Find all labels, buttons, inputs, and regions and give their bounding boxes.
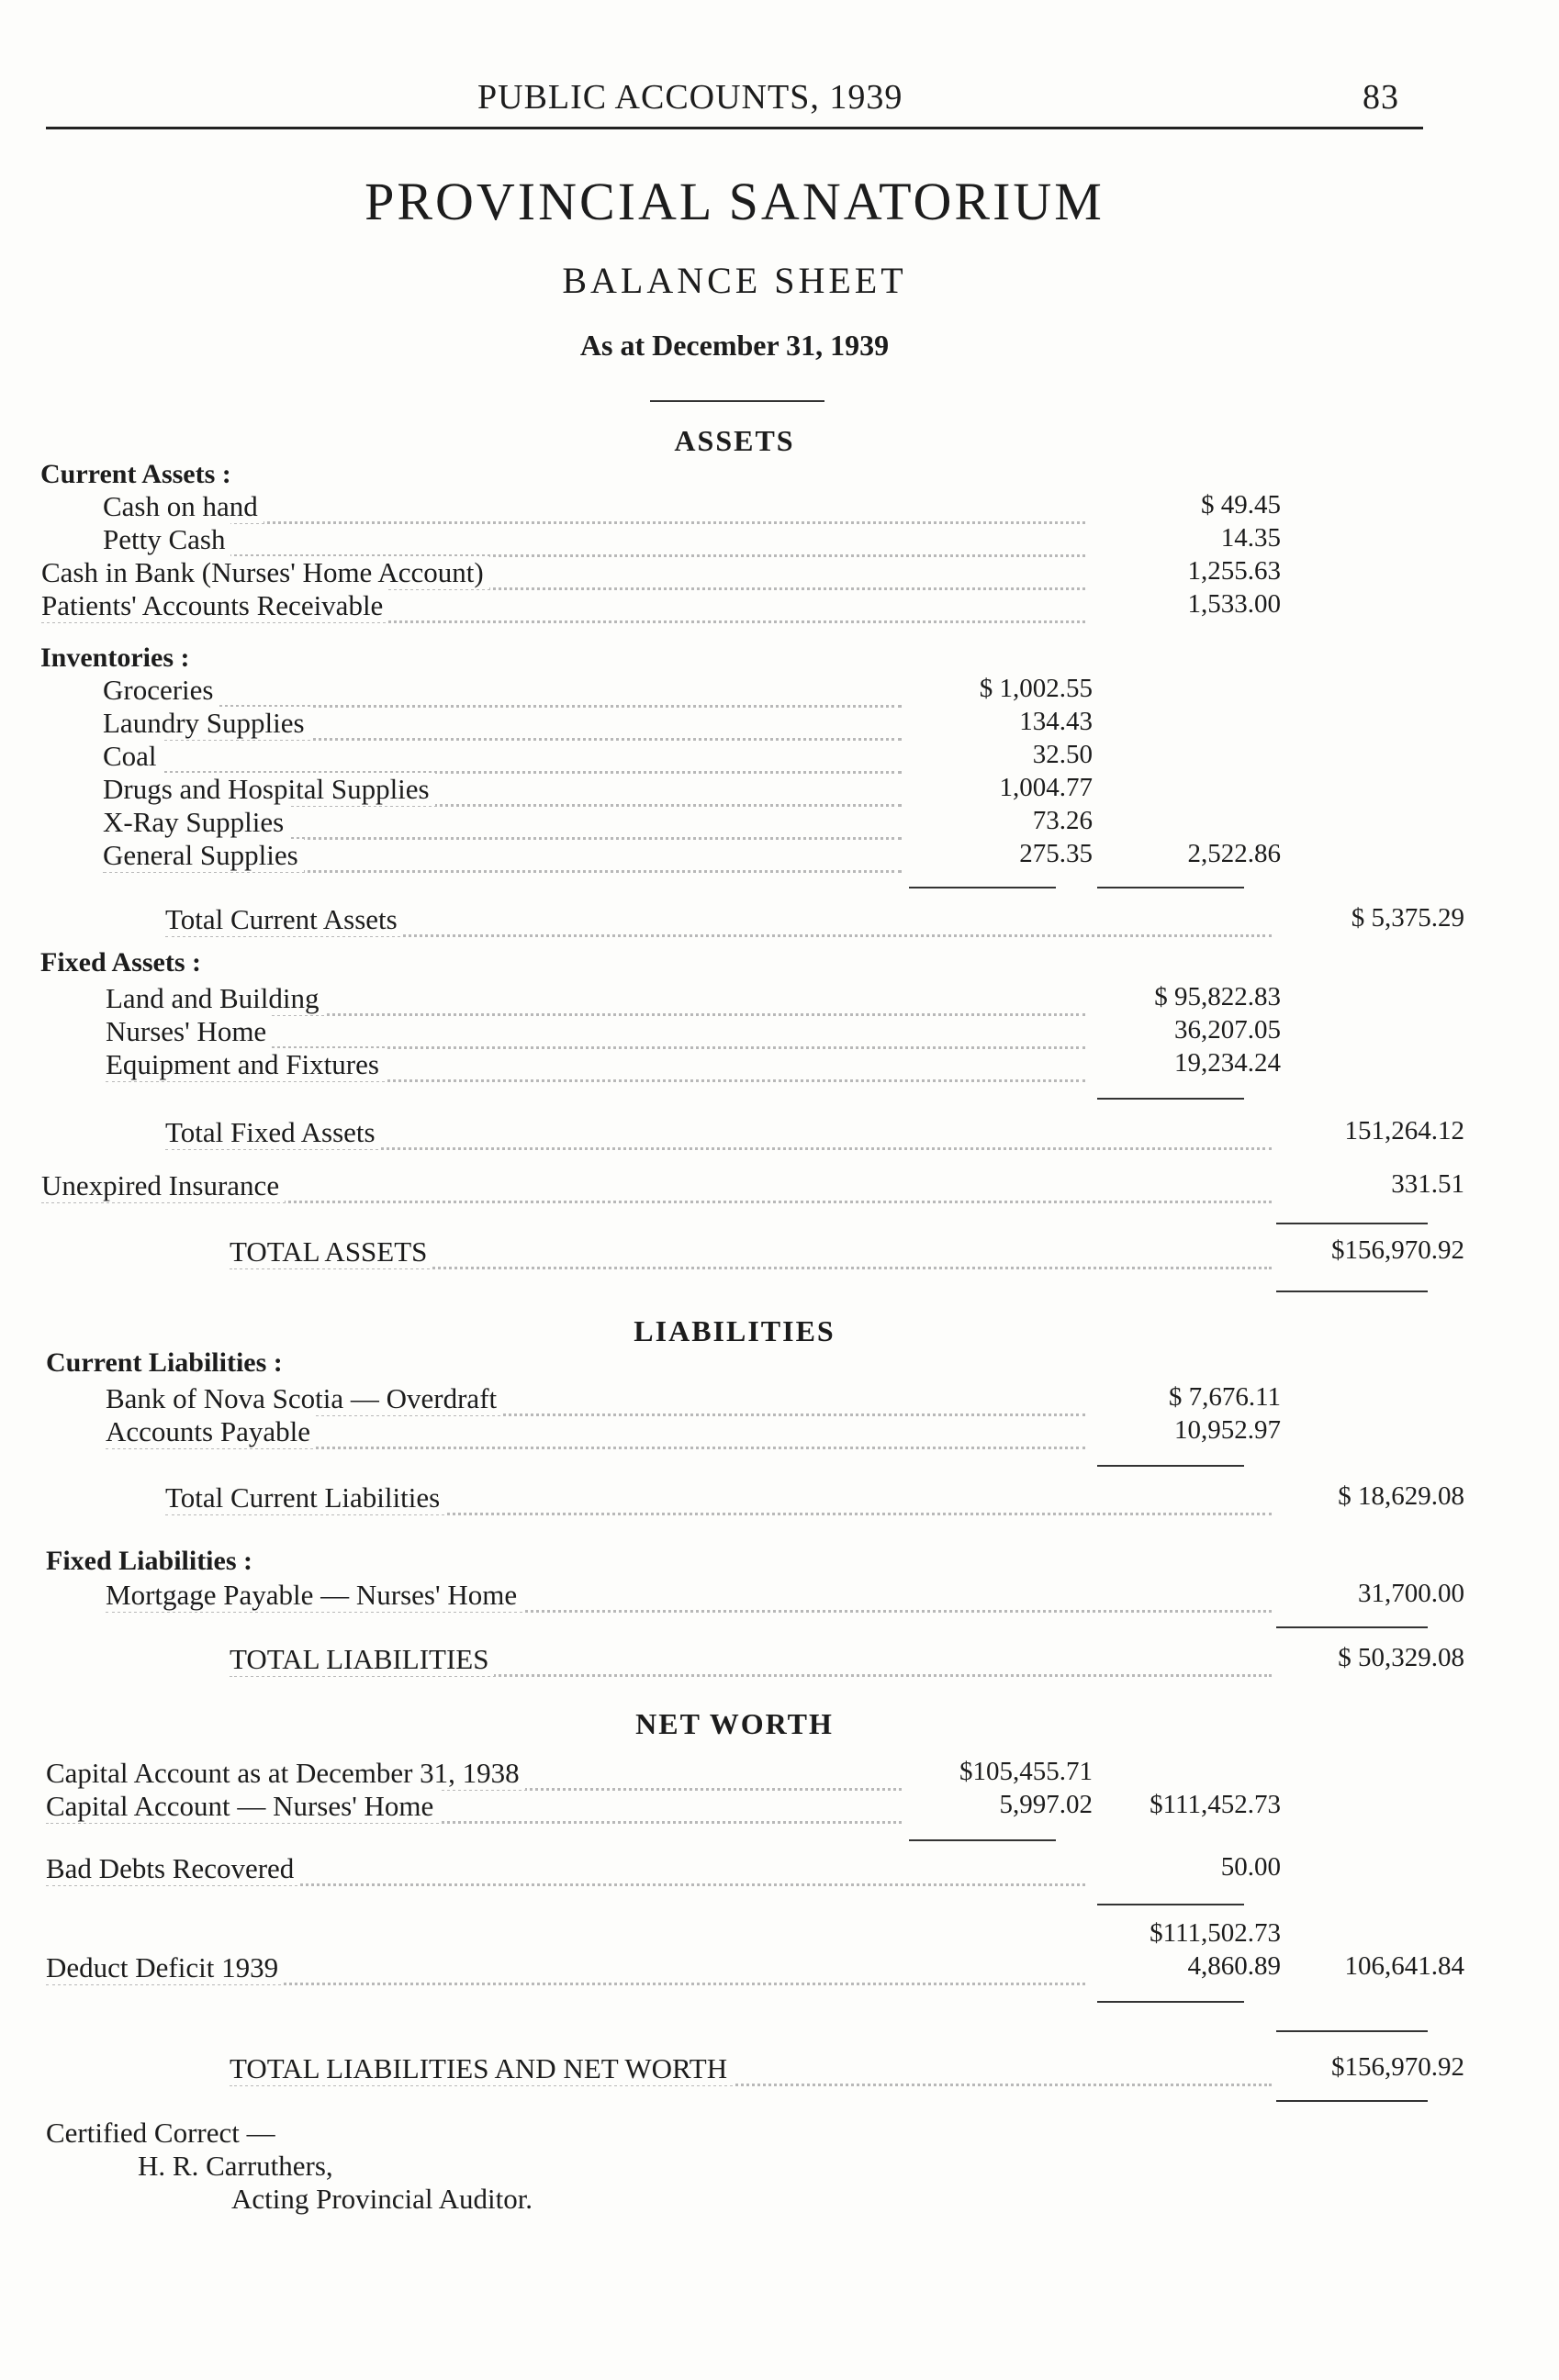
row-label: TOTAL LIABILITIES AND NET WORTH: [230, 2052, 733, 2085]
ledger-row-equipment-fixtures: [37, 1048, 1441, 1081]
row-label: Accounts Payable: [106, 1415, 316, 1448]
row-value: 1,004.77: [999, 773, 1093, 802]
running-title: PUBLIC ACCOUNTS, 1939: [477, 78, 903, 117]
ledger-row-xray-supplies: [37, 806, 1441, 839]
current-liabilities-heading: Current Liabilities :: [46, 1347, 283, 1378]
rule-bad-debts: [1097, 1904, 1244, 1905]
rule-fixed: [1097, 1098, 1244, 1100]
row-value: 151,264.12: [1344, 1116, 1464, 1145]
ledger-row-land-building: [37, 982, 1441, 1015]
ledger-row-nurses-home: [37, 1015, 1441, 1048]
row-value: 275.35: [1019, 839, 1093, 868]
row-label: Land and Building: [106, 982, 324, 1015]
leader-dots: [103, 523, 1085, 557]
ledger-row-total-current-liabilities: [37, 1481, 1464, 1514]
net-worth-heading: NET WORTH: [635, 1707, 834, 1740]
row-label: Bank of Nova Scotia — Overdraft: [106, 1382, 502, 1415]
row-value: $105,455.71: [959, 1757, 1093, 1786]
row-label: Bad Debts Recovered: [46, 1852, 299, 1885]
ledger-row-total-assets: [37, 1235, 1464, 1268]
rule-assets-total: [1276, 1223, 1428, 1224]
current-assets-heading: Current Assets :: [40, 459, 231, 489]
rule-deficit: [1097, 2001, 1244, 2003]
ledger-row-cash-in-bank: [37, 556, 1441, 589]
row-label: Total Current Liabilities: [165, 1481, 445, 1514]
inventories-total: 2,522.86: [1187, 839, 1281, 868]
row-label: Laundry Supplies: [103, 707, 310, 740]
row-value: $156,970.92: [1331, 2052, 1464, 2082]
row-label: Capital Account as at December 31, 1938: [46, 1757, 525, 1790]
row-value: $ 7,676.11: [1168, 1382, 1281, 1412]
rule-capital: [909, 1839, 1056, 1841]
ledger-row-unexpired-insurance: [37, 1169, 1464, 1202]
ledger-row-accounts-receivable: [37, 589, 1441, 622]
row-value: 36,207.05: [1174, 1015, 1281, 1045]
row-value: 5,997.02: [999, 1790, 1093, 1819]
row-value: 19,234.24: [1174, 1048, 1281, 1078]
row-label: Deduct Deficit 1939: [46, 1951, 284, 1984]
row-value: 73.26: [1032, 806, 1093, 835]
row-value: 14.35: [1220, 523, 1281, 553]
row-label: General Supplies: [103, 839, 304, 872]
ledger-row-total-current-assets: [37, 903, 1464, 936]
leader-dots: [103, 740, 902, 774]
header-rule: [46, 127, 1423, 129]
document-date: As at December 31, 1939: [579, 329, 890, 362]
ledger-row-groceries: [37, 674, 1441, 707]
rule-current-liabilities: [1097, 1465, 1244, 1467]
ledger-row-subtotal: [37, 1918, 1441, 1951]
row-label: Equipment and Fixtures: [106, 1048, 385, 1081]
row-label: Unexpired Insurance: [41, 1169, 285, 1202]
row-value: $111,502.73: [1150, 1918, 1281, 1948]
ledger-row-capital-1938: [37, 1757, 1441, 1790]
row-label: Nurses' Home: [106, 1015, 272, 1048]
rule-mortgage: [1276, 1626, 1428, 1628]
row-value: 1,533.00: [1187, 589, 1281, 619]
rule-assets-double: [1276, 1291, 1428, 1292]
rule-net-worth: [1276, 2030, 1428, 2032]
row-value: 32.50: [1032, 740, 1093, 769]
rule-current-col: [1097, 887, 1244, 888]
row-label: Capital Account — Nurses' Home: [46, 1790, 439, 1823]
page-number: 83: [1363, 78, 1399, 117]
row-label: Cash in Bank (Nurses' Home Account): [41, 556, 489, 589]
row-label: X-Ray Supplies: [103, 806, 289, 839]
row-label: Mortgage Payable — Nurses' Home: [106, 1579, 522, 1612]
ledger-row-grand-total: [37, 2052, 1464, 2085]
ledger-row-laundry-supplies: [37, 707, 1441, 740]
row-label: TOTAL LIABILITIES: [230, 1643, 494, 1676]
row-value: $ 49.45: [1201, 490, 1281, 520]
ledger-row-deficit: [37, 1951, 1464, 1984]
row-value: 4,860.89: [1187, 1951, 1281, 1981]
row-label: Coal: [103, 740, 163, 773]
row-value: $ 5,375.29: [1351, 903, 1464, 933]
capital-total: $111,452.73: [1150, 1790, 1281, 1819]
ledger-row-total-fixed-assets: [37, 1116, 1464, 1149]
inventories-heading: Inventories :: [40, 642, 190, 673]
row-value: 31,700.00: [1358, 1579, 1464, 1608]
row-value: 1,255.63: [1187, 556, 1281, 586]
row-value: $ 50,329.08: [1338, 1643, 1464, 1672]
row-label: Total Current Assets: [165, 903, 403, 936]
liabilities-heading: LIABILITIES: [634, 1314, 836, 1347]
row-value: 134.43: [1019, 707, 1093, 736]
ledger-row-bad-debts: [37, 1852, 1441, 1885]
rule-grand-total: [1276, 2100, 1428, 2102]
ledger-row-total-liabilities: [37, 1643, 1464, 1676]
document-subtitle: BALANCE SHEET: [562, 260, 907, 301]
row-label: Groceries: [103, 674, 219, 707]
ledger-row-coal: [37, 740, 1441, 773]
row-label: Patients' Accounts Receivable: [41, 589, 388, 622]
row-value: $156,970.92: [1331, 1235, 1464, 1265]
certification-line-1: Certified Correct —: [46, 2117, 275, 2149]
rule-inventories: [909, 887, 1056, 888]
ledger-row-accounts-payable: [37, 1415, 1441, 1448]
row-label: TOTAL ASSETS: [230, 1235, 432, 1268]
fixed-liabilities-heading: Fixed Liabilities :: [46, 1546, 252, 1576]
row-label: Cash on hand: [103, 490, 264, 523]
document-title: PROVINCIAL SANATORIUM: [365, 172, 1105, 231]
row-value: $ 95,822.83: [1154, 982, 1281, 1011]
assets-heading: ASSETS: [674, 424, 795, 457]
net-worth-value: 106,641.84: [1344, 1951, 1464, 1981]
certification-title: Acting Provincial Auditor.: [231, 2183, 533, 2215]
row-value: $ 18,629.08: [1338, 1481, 1464, 1511]
row-label: Drugs and Hospital Supplies: [103, 773, 435, 806]
ledger-row-bank-overdraft: [37, 1382, 1441, 1415]
ledger-row-cash-on-hand: [37, 490, 1441, 523]
row-value: $ 1,002.55: [979, 674, 1093, 703]
row-value: 331.51: [1391, 1169, 1464, 1199]
row-label: Petty Cash: [103, 523, 230, 556]
row-value: 50.00: [1220, 1852, 1281, 1882]
certification-signatory: H. R. Carruthers,: [138, 2150, 333, 2182]
ledger-row-drugs-hospital-supplies: [37, 773, 1441, 806]
leader-dots: [103, 674, 902, 708]
fixed-assets-heading: Fixed Assets :: [40, 947, 201, 978]
row-label: Total Fixed Assets: [165, 1116, 381, 1149]
ledger-row-mortgage: [37, 1579, 1464, 1612]
ledger-row-general-supplies: [37, 839, 1441, 872]
row-value: 10,952.97: [1174, 1415, 1281, 1445]
title-rule: [650, 400, 824, 402]
ledger-row-petty-cash: [37, 523, 1441, 556]
ledger-row-capital-nurses-home: [37, 1790, 1441, 1823]
